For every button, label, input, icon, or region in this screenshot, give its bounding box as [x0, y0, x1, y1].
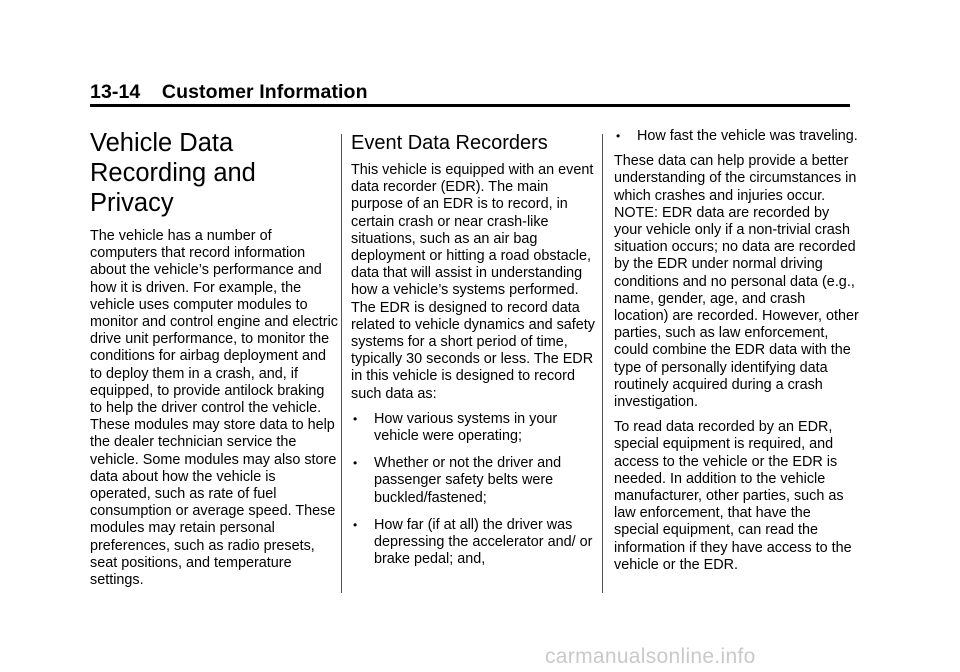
edr-bullet-list-continued	[614, 128, 859, 145]
header-rule	[90, 104, 850, 107]
bullet-icon: •	[616, 129, 621, 143]
list-item	[351, 455, 601, 507]
bullet-icon: •	[353, 456, 358, 471]
edr-intro-paragraph: This vehicle is equipped with an event data recorder (EDR). The main purpose of an EDR is to record, in certain crash or near crash-like situations, such as an air bag deployment or hitting a road obstacle, data that will assist in understanding how a vehicle’s systems performed. The EDR is designed to record data related to vehicle dynamics and safety systems for a short period of time, typically 30 seconds or less. The EDR in this vehicle is designed to record such data as:	[351, 162, 595, 402]
edr-data-paragraph: These data can help provide a better understanding of the circumstances in which crashes and injuries occur. NOTE: EDR data are recorded by your vehicle only if a non-trivial crash situation occurs; no data are recorded by the EDR under normal driving conditions and no personal data (e.g., name, gender, age, and crash location) are recorded. However, other parties, such as law enforcement, could combine the EDR data with the type of personally identifying data routinely acquired during a crash investigation.	[614, 153, 859, 411]
column-divider-left	[341, 134, 342, 593]
watermark: carmanualsonline.info	[545, 645, 756, 668]
list-item-text: Whether or not the driver and passenger safety belts were buckled/fastened;	[374, 455, 562, 506]
chapter-title: Customer Information	[161, 81, 368, 103]
section-title-event-data-recorders: Event Data Recorders	[351, 132, 548, 154]
list-item-text: How various systems in your vehicle were operating;	[374, 410, 558, 445]
left-column	[90, 128, 340, 597]
edr-access-paragraph: To read data recorded by an EDR, special equipment is required, and access to the vehicle or the EDR is needed. In addition to the vehicle manufacturer, other parties, such as law enforcement, that have the special equipment, can read the information if they have access to the vehicle or the EDR.	[614, 419, 852, 573]
edr-bullet-list	[351, 411, 601, 569]
list-item	[614, 128, 859, 145]
bullet-icon: •	[353, 517, 358, 532]
right-column	[614, 128, 859, 582]
page-header	[90, 81, 368, 104]
list-item	[351, 517, 601, 569]
vehicle-data-paragraph: The vehicle has a number of computers that record information about the vehicle’s performance and how it is driven. For example, the vehicle uses computer modules to monitor and control engine and electric drive unit performance, to monitor the conditions for airbag deployment and to deploy them in a crash, and, if equipped, to provide antilock braking to help the driver control the vehicle. These modules may store data to help the dealer technician service the vehicle. Some modules may also store data about how the vehicle is operated, such as rate of fuel consumption or average speed. These modules may retain personal preferences, such as radio presets, seat positions, and temperature settings.	[90, 228, 338, 589]
page-number: 13-14	[90, 81, 141, 103]
section-title-vehicle-data: Vehicle Data Recording and Privacy	[90, 129, 256, 217]
list-item-text: How fast the vehicle was traveling.	[637, 128, 858, 144]
middle-column	[351, 128, 601, 578]
column-divider-right	[602, 134, 603, 593]
list-item-text: How far (if at all) the driver was depressing the accelerator and/ or brake pedal; and,	[374, 516, 593, 568]
list-item	[351, 411, 601, 445]
bullet-icon: •	[353, 411, 358, 426]
